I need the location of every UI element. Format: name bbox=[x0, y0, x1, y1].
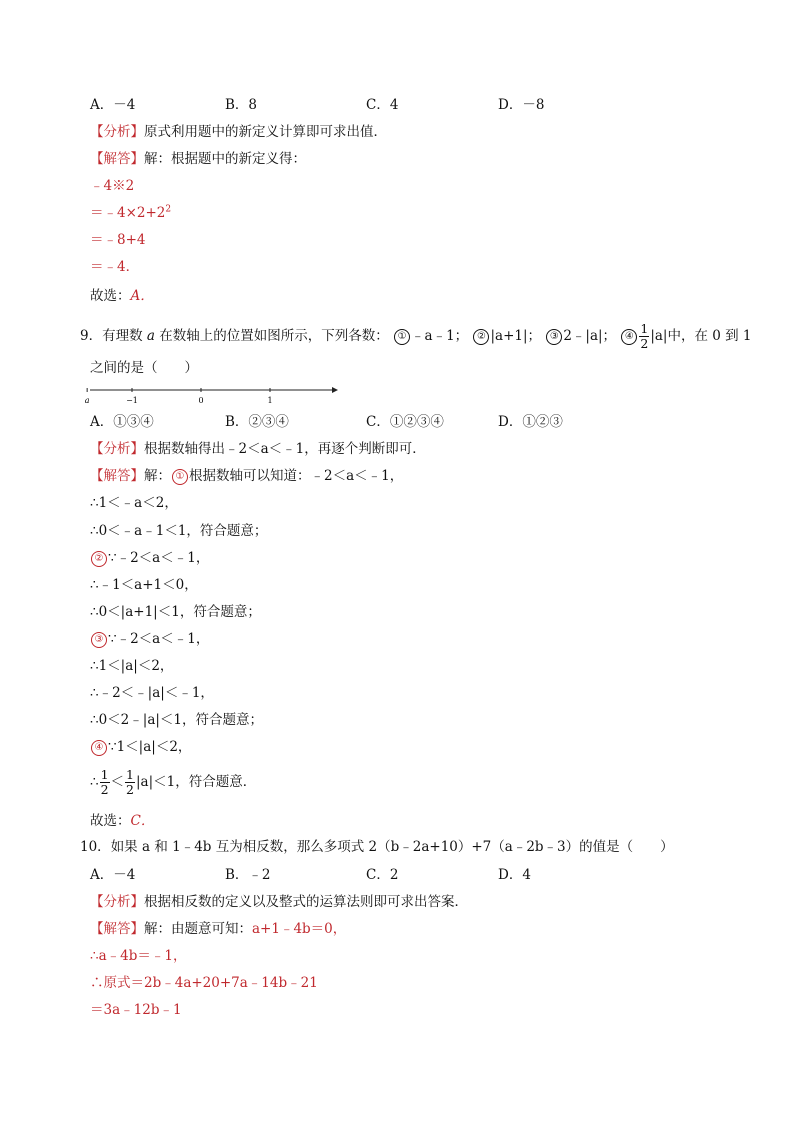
q10-step-3: ＝3a﹣12b﹣1 bbox=[90, 1002, 182, 1018]
q9-step-2: ∴0＜﹣a﹣1＜1，符合题意； bbox=[90, 523, 268, 539]
q9-answer: 【解答】解： ① 根据数轴可以知道：﹣2＜a＜﹣1， bbox=[90, 468, 404, 484]
q10-option-a: A．－4 bbox=[90, 867, 136, 883]
q9-step-6: ③ ∵﹣2＜a＜﹣1， bbox=[90, 630, 209, 648]
q8-option-a: A．－4 bbox=[90, 97, 136, 113]
q10-answer: 【解答】解：由题意可知：a+1﹣4b＝0， bbox=[90, 921, 347, 937]
q8-choice: 故选：A． bbox=[90, 288, 154, 304]
q8-option-b: B．8 bbox=[225, 97, 258, 113]
q10-analysis: 【分析】根据相反数的定义以及整式的运算法则即可求出答案． bbox=[90, 894, 468, 910]
q9-step-11: ∴ $\frac{1}{2}$ ＜ $\frac{1}{2}$ |a|＜1，符合题意． bbox=[90, 767, 257, 797]
q9-step-5: ∴0＜|a+1|＜1，符合题意； bbox=[90, 604, 261, 620]
q9-choice: 故选：C． bbox=[90, 813, 155, 829]
q8-analysis: 【分析】原式利用题中的新定义计算即可求出值． bbox=[90, 124, 387, 140]
q9-option-b: B．②③④ bbox=[225, 414, 289, 430]
q9-analysis: 【分析】根据数轴得出﹣2＜a＜﹣1，再逐个判断即可． bbox=[90, 441, 426, 457]
q10-option-d: D．4 bbox=[498, 867, 531, 883]
q10-step-1: ∴a﹣4b＝﹣1， bbox=[90, 948, 187, 964]
q9-stem: 9．有理数 a 在数轴上的位置如图所示，下列各数： ① ﹣a﹣1； ② |a+1|； ③ 2﹣|a|； ④ $\frac{1}{2}$ |a|中，在 0 到 1 bbox=[80, 321, 752, 351]
q9-option-d: D．①②③ bbox=[498, 414, 563, 430]
q8-step-4: ＝﹣4． bbox=[90, 259, 140, 275]
number-line-label: −1 bbox=[126, 396, 138, 405]
q10-option-c: C．2 bbox=[366, 867, 399, 883]
q8-option-d: D．－8 bbox=[498, 97, 545, 113]
q8-step-3: ＝﹣8+4 bbox=[90, 232, 146, 248]
number-line bbox=[84, 382, 348, 406]
q10-stem: 10．如果 a 和 1﹣4b 互为相反数，那么多项式 2（b﹣2a+10）+7（a﹣2b﹣3）的值是（ ） bbox=[80, 839, 674, 855]
number-line-label: 1 bbox=[267, 396, 273, 405]
q10-step-2: ∴原式＝2b﹣4a+20+7a﹣14b﹣21 bbox=[90, 975, 318, 991]
q9-stem-line2: 之间的是（ ） bbox=[90, 360, 198, 376]
q9-step-10: ④ ∵1＜|a|＜2， bbox=[90, 738, 191, 756]
q8-answer: 【解答】解：根据题中的新定义得： bbox=[90, 151, 306, 167]
q9-option-c: C．①②③④ bbox=[366, 414, 444, 430]
q8-option-c: C．4 bbox=[366, 97, 399, 113]
q9-step-1: ∴1＜﹣a＜2， bbox=[90, 495, 178, 511]
q9-option-a: A．①③④ bbox=[90, 414, 154, 430]
number-line-label: 0 bbox=[198, 396, 204, 405]
q9-step-8: ∴﹣2＜﹣|a|＜﹣1， bbox=[90, 685, 214, 701]
q9-step-7: ∴1＜|a|＜2， bbox=[90, 658, 174, 674]
q9-step-9: ∴0＜2﹣|a|＜1，符合题意； bbox=[90, 712, 264, 728]
q9-step-3: ② ∵﹣2＜a＜﹣1， bbox=[90, 549, 209, 567]
q8-step-1: ﹣4※2 bbox=[90, 178, 135, 194]
number-line-label: a bbox=[84, 396, 90, 405]
q8-step-2: $=﹣4\times 2+2^2$ bbox=[90, 204, 172, 221]
q10-option-b: B．﹣2 bbox=[225, 867, 271, 883]
q9-step-4: ∴﹣1＜a+1＜0， bbox=[90, 577, 198, 593]
